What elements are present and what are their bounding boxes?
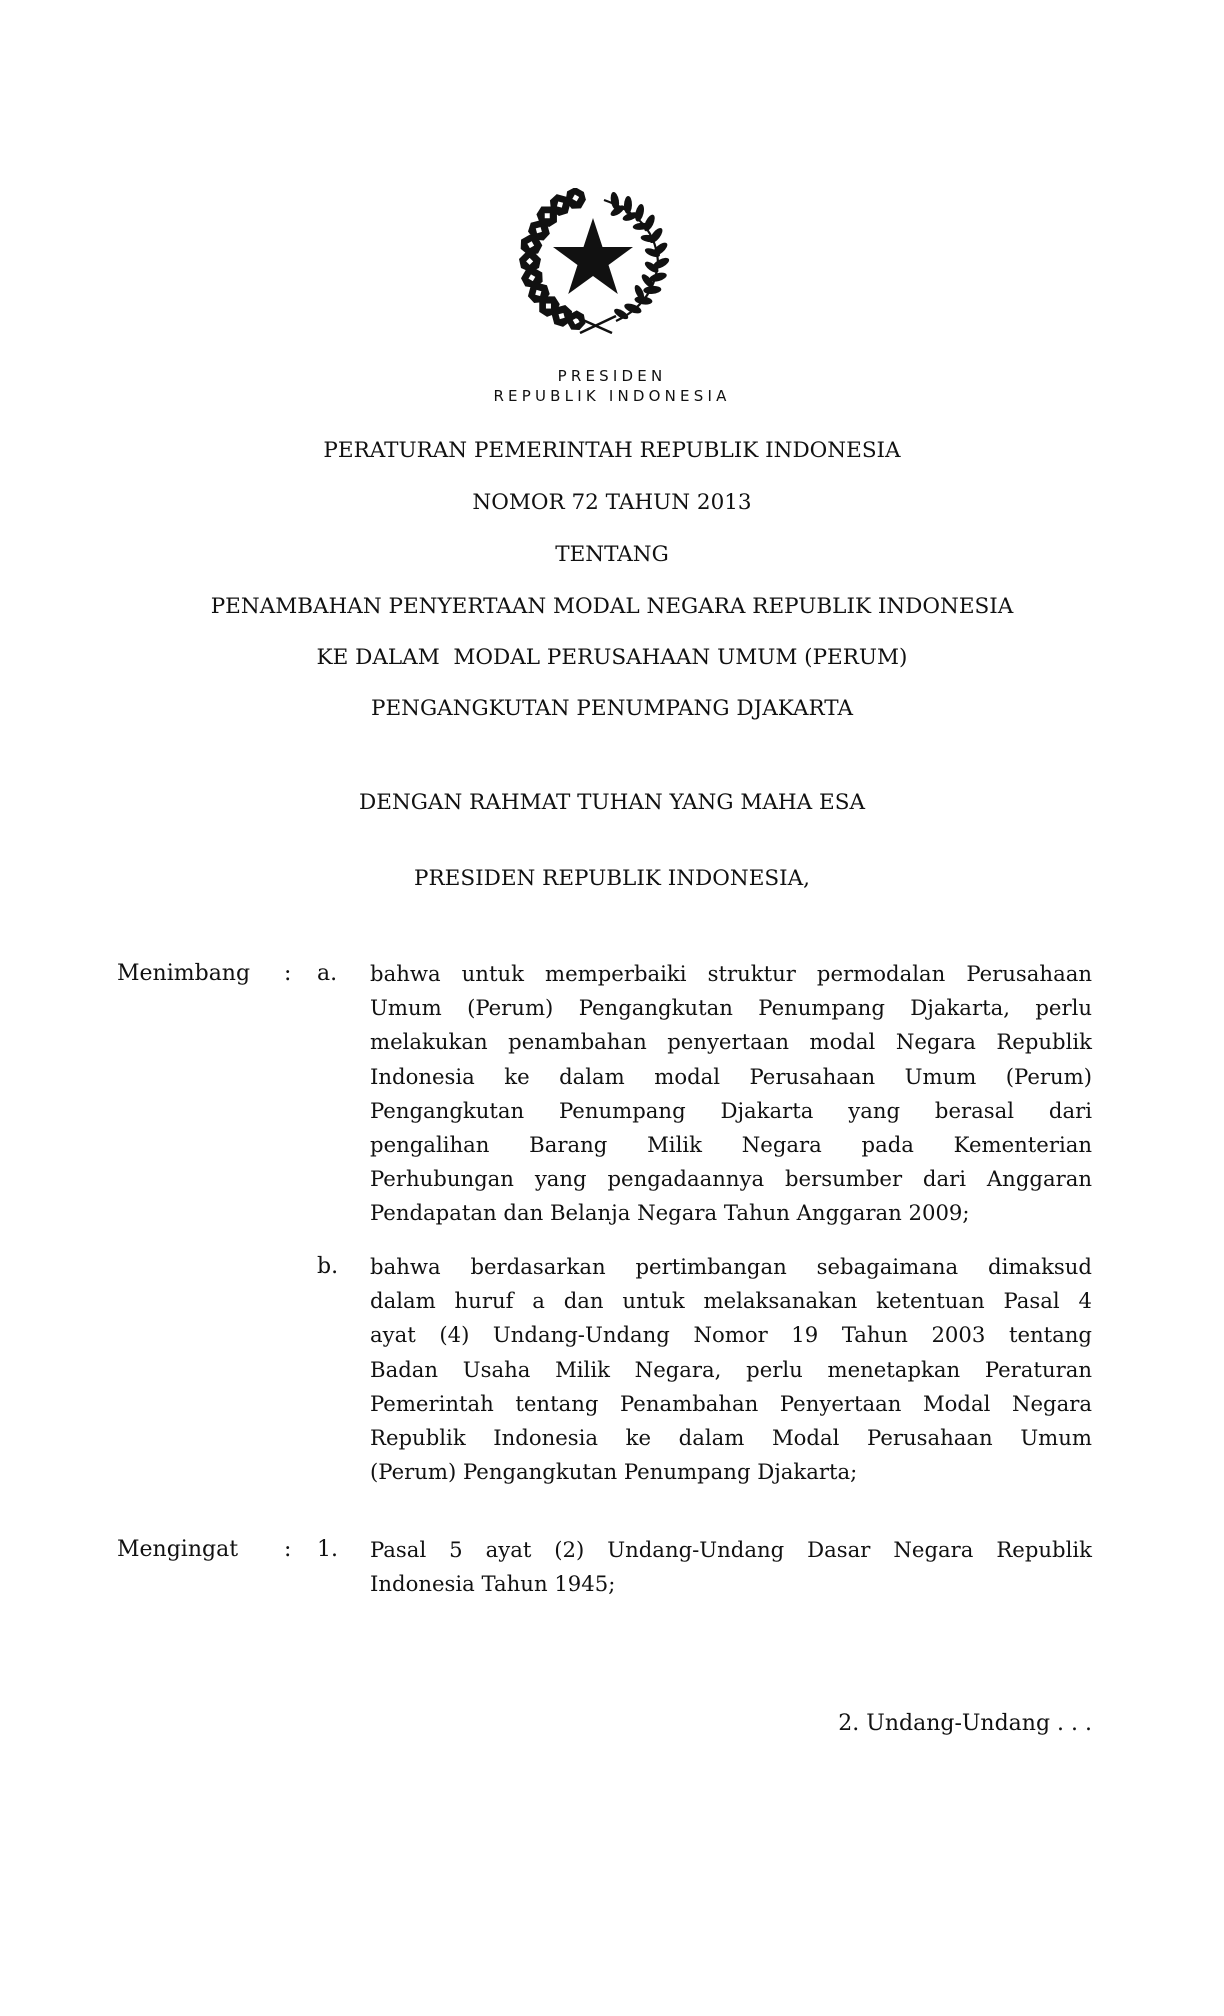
invocation: DENGAN RAHMAT TUHAN YANG MAHA ESA bbox=[359, 790, 865, 815]
text-line: Pendapatan dan Belanja Negara Tahun Anggaran 2009; bbox=[370, 1200, 970, 1226]
issuer: PRESIDEN REPUBLIK INDONESIA, bbox=[414, 866, 810, 891]
text-line: Umum (Perum) Pengangkutan Penumpang Djakarta, perlu bbox=[370, 995, 1092, 1021]
menimbang-item-b-marker: b. bbox=[317, 1254, 339, 1279]
text-line: pengalihan Barang Milik Negara pada Kementerian bbox=[370, 1132, 1092, 1158]
text-line: Perhubungan yang pengadaannya bersumber dari Anggaran bbox=[370, 1166, 1092, 1192]
text-line: Indonesia Tahun 1945; bbox=[370, 1571, 616, 1597]
menimbang-label: Menimbang bbox=[117, 961, 251, 986]
document-number: NOMOR 72 TAHUN 2013 bbox=[472, 490, 752, 515]
mengingat-item-1-text bbox=[370, 1533, 1092, 1601]
text-line: Pemerintah tentang Penambahan Penyertaan Modal Negara bbox=[370, 1390, 1092, 1416]
text-line: Pengangkutan Penumpang Djakarta yang berasal dari bbox=[370, 1097, 1092, 1123]
menimbang-item-b-text bbox=[370, 1250, 1092, 1489]
document-subject-line-3: PENGANGKUTAN PENUMPANG DJAKARTA bbox=[371, 696, 853, 721]
text-line: Indonesia ke dalam modal Perusahaan Umum (Perum) bbox=[370, 1063, 1092, 1089]
text-line: Badan Usaha Milik Negara, perlu menetapkan Peraturan bbox=[370, 1356, 1092, 1382]
page-continuation: 2. Undang-Undang . . . bbox=[838, 1711, 1092, 1736]
mengingat-item-1-marker: 1. bbox=[317, 1537, 338, 1562]
mengingat-colon: : bbox=[284, 1537, 292, 1562]
text-line: ayat (4) Undang-Undang Nomor 19 Tahun 2003 tentang bbox=[370, 1322, 1092, 1348]
text-line: Republik Indonesia ke dalam Modal Perusahaan Umum bbox=[370, 1425, 1092, 1451]
text-line: melakukan penambahan penyertaan modal Negara Republik bbox=[370, 1029, 1092, 1055]
document-subject-line-2: KE DALAM MODAL PERUSAHAAN UMUM (PERUM) bbox=[316, 645, 908, 670]
letterhead-line-president: PRESIDEN bbox=[557, 367, 667, 385]
presidential-emblem-icon bbox=[516, 188, 670, 334]
document-subject-line-1: PENAMBAHAN PENYERTAAN MODAL NEGARA REPUBLIK INDONESIA bbox=[210, 594, 1014, 619]
text-line: bahwa berdasarkan pertimbangan sebagaimana dimaksud bbox=[370, 1254, 1092, 1279]
text-line: Pasal 5 ayat (2) Undang-Undang Dasar Negara Republik bbox=[370, 1537, 1092, 1562]
document-about-label: TENTANG bbox=[555, 542, 669, 567]
menimbang-item-a-text bbox=[370, 957, 1092, 1231]
mengingat-label: Mengingat bbox=[117, 1537, 239, 1562]
text-line: bahwa untuk memperbaiki struktur permodalan Perusahaan bbox=[370, 961, 1092, 986]
letterhead-line-republic: REPUBLIK INDONESIA bbox=[493, 387, 731, 405]
document-title: PERATURAN PEMERINTAH REPUBLIK INDONESIA bbox=[323, 438, 901, 463]
menimbang-item-a-marker: a. bbox=[317, 961, 338, 986]
menimbang-colon: : bbox=[284, 961, 292, 986]
text-line: (Perum) Pengangkutan Penumpang Djakarta; bbox=[370, 1459, 858, 1485]
text-line: dalam huruf a dan untuk melaksanakan ketentuan Pasal 4 bbox=[370, 1288, 1092, 1314]
